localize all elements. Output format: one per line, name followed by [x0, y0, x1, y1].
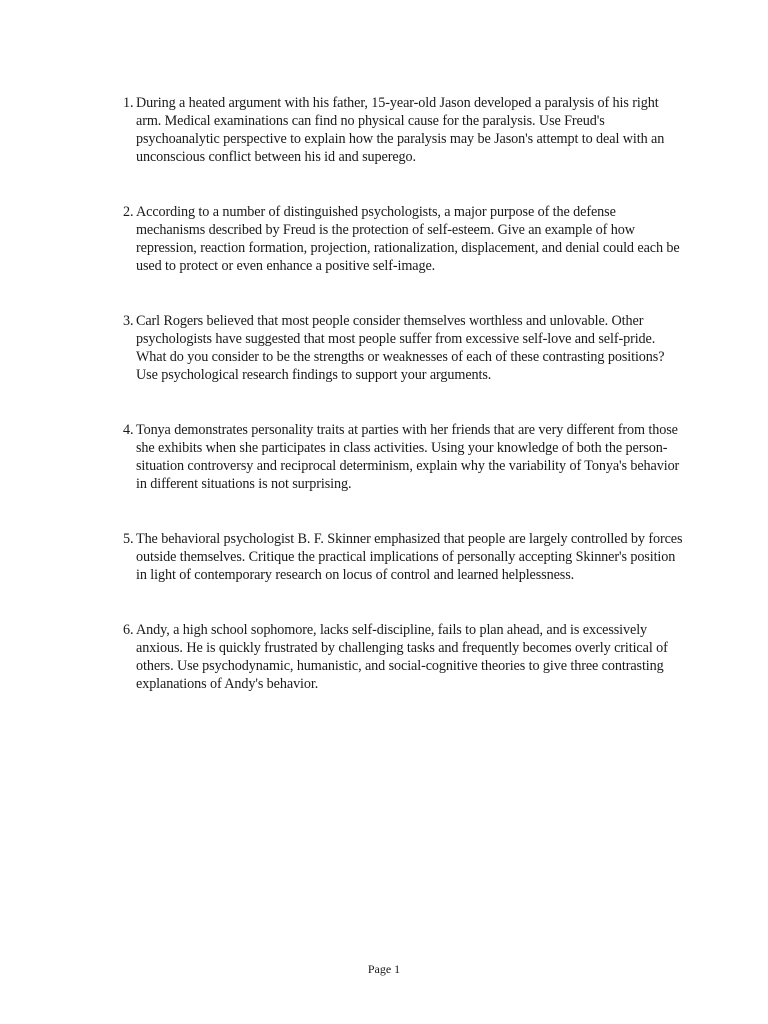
question-list: [123, 94, 683, 730]
question-text: Carl Rogers believed that most people consider themselves worthless and unlovable. Other psychologists have suggested that most people suffer from excessive self-love and self-pride. What do you consider to be the strengths or weaknesses of each of these contrasting positions? Use psychological research findings to support your arguments.: [136, 313, 665, 383]
question-item: [123, 94, 683, 166]
question-number: 2.: [123, 204, 134, 220]
question-text: Andy, a high school sophomore, lacks self-discipline, fails to plan ahead, and is excessively anxious. He is quickly frustrated by challenging tasks and frequently becomes overly critical of others. Use psychodynamic, humanistic, and social-cognitive theories to give three contrasting explanations of Andy's behavior.: [136, 622, 668, 692]
question-text: Tonya demonstrates personality traits at parties with her friends that are very different from those she exhibits when she participates in class activities. Using your knowledge of both the person-situation controversy and reciprocal determinism, explain why the variability of Tonya's behavior in different situations is not surprising.: [136, 422, 680, 492]
page-number: Page 1: [367, 962, 401, 976]
question-item: [123, 421, 683, 493]
question-text: During a heated argument with his father, 15-year-old Jason developed a paralysis of his right arm. Medical examinations can find no physical cause for the paralysis. Use Freud's psychoanalytic perspective to explain how the paralysis may be Jason's attempt to deal with an unconscious conflict between his id and superego.: [136, 95, 665, 165]
question-number: 5.: [123, 531, 134, 547]
question-number: 4.: [123, 422, 134, 438]
question-item: [123, 203, 683, 275]
question-item: [123, 530, 683, 584]
question-number: 6.: [123, 622, 134, 638]
question-number: 1.: [123, 95, 134, 111]
question-item: [123, 312, 683, 384]
question-text: The behavioral psychologist B. F. Skinner emphasized that people are largely controlled by forces outside themselves. Critique the practical implications of personally accepting Skinner's position in light of contemporary research on locus of control and learned helplessness.: [136, 531, 683, 583]
question-number: 3.: [123, 313, 134, 329]
question-text: According to a number of distinguished psychologists, a major purpose of the defense mechanisms described by Freud is the protection of self-esteem. Give an example of how repression, reaction formation, projection, rationalization, displacement, and denial could each be used to protect or even enhance a positive self-image.: [136, 204, 680, 274]
question-item: [123, 621, 683, 693]
